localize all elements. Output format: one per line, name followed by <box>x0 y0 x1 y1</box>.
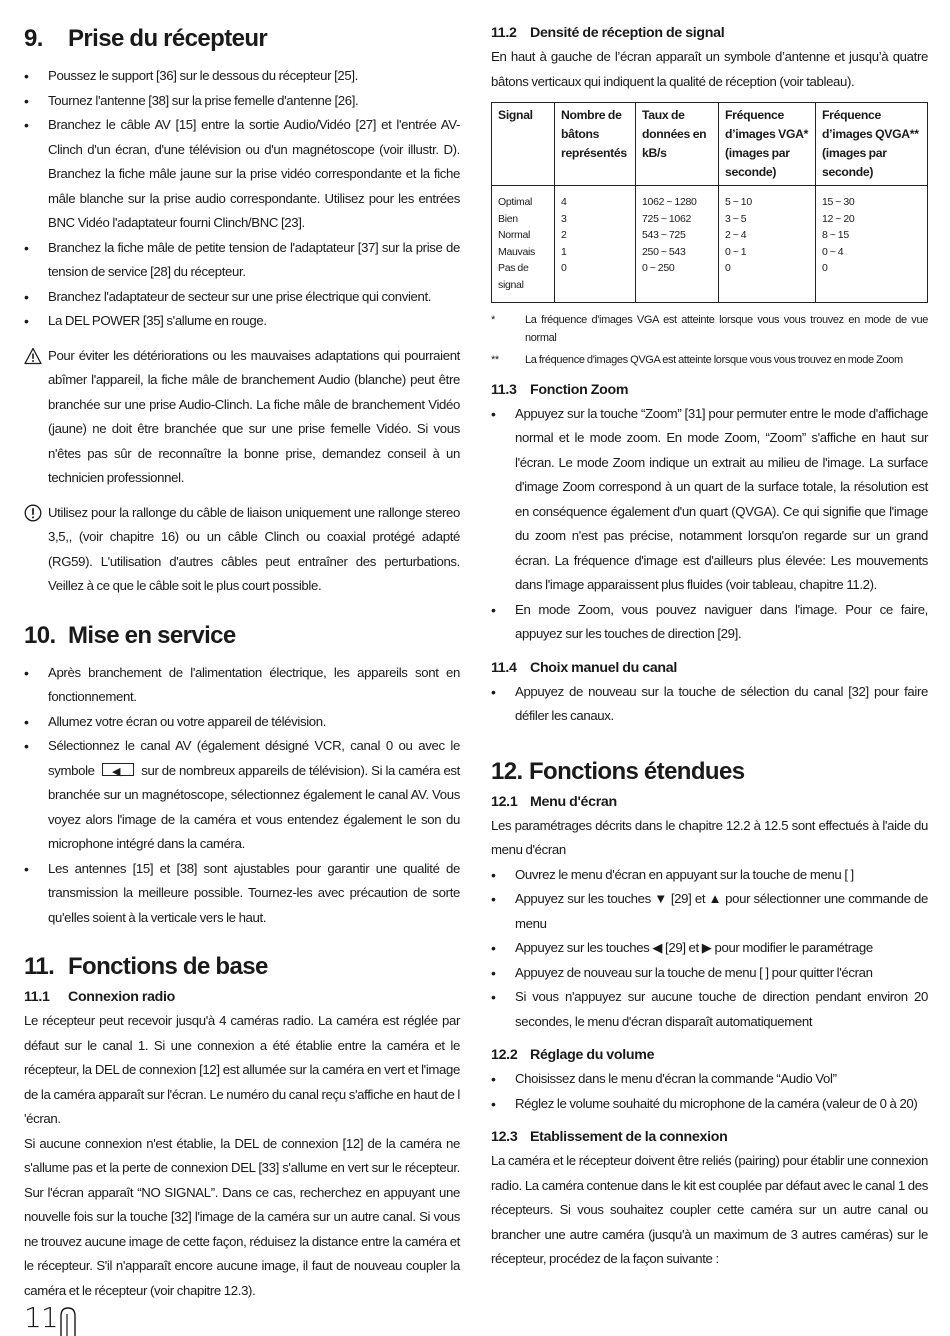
paragraph: Si aucune connexion n'est établie, la DEL de connexion [12] de la caméra ne s'allume pas et la perte de connexion DEL [33] s'allume en vert sur le récepteur. Sur l'écran apparaît “NO SIGNAL”. Dans ce cas, recherchez en appuyant une nouvelle fois sur la touche [32] l'image de la caméra sur un autre canal. Si vous ne trouvez aucune image de cette façon, réduisez la distance entre la caméra et le récepteur. S'il n'apparaît encore aucune image, il faut de nouveau coupler la caméra et le récepteur (voir chapitre 12.3). <box>24 1135 460 1298</box>
subsection-title: Menu d'écran <box>530 793 617 810</box>
cell-value: 1062 ~ 1280 <box>642 196 697 208</box>
cell-value: 0 ~ 4 <box>822 245 844 258</box>
list-item: • Tournez l'antenne [38] sur la prise femelle d'antenne [26]. <box>24 89 460 114</box>
cell-value: 725 ~ 1062 <box>642 212 692 225</box>
section-12-1-list <box>491 863 928 1035</box>
footnote <box>491 311 928 347</box>
section-11-3-list <box>491 402 928 647</box>
list-item: • Ouvrez le menu d'écran en appuyant sur la touche de menu [ ] <box>491 863 928 888</box>
subsection-11-4-heading <box>491 657 928 680</box>
footnote-text: La fréquence d'images QVGA est atteinte lorsque vous vous trouvez en mode Zoom <box>525 353 903 366</box>
section-9-heading <box>24 22 460 56</box>
section-number: 10. <box>24 621 56 649</box>
section-number: 12. <box>491 757 523 785</box>
section-title: Fonctions de base <box>68 953 268 980</box>
cell-value: 0 <box>822 262 828 275</box>
cell-value: 1 <box>561 245 567 258</box>
cell-value: Normal <box>498 229 531 242</box>
table-cell <box>816 186 928 303</box>
list-item: • Appuyez de nouveau sur la touche de sélection du canal [32] pour faire défiler les canaux. <box>491 680 928 729</box>
list-item: • Choisissez dans le menu d'écran la commande “Audio Vol” <box>491 1067 928 1092</box>
subsection-11-2-heading <box>491 22 928 45</box>
subsection-title: Densité de réception de signal <box>530 25 725 41</box>
table-cell <box>719 186 816 303</box>
list-item <box>24 734 460 857</box>
subsection-12-1-heading <box>491 791 928 814</box>
subsection-number: 11.3 <box>491 381 517 398</box>
cell-value: 3 ~ 5 <box>725 212 747 225</box>
list-item: • Réglez le volume souhaité du microphone de la caméra (valeur de 0 à 20) <box>491 1092 928 1117</box>
warning-note <box>24 344 460 491</box>
subsection-title: Fonction Zoom <box>530 381 629 398</box>
subsection-title: Etablissement de la connexion <box>530 1129 728 1146</box>
list-item: • Après branchement de l'alimentation électrique, les appareils sont en fonctionnement. <box>24 661 460 710</box>
column-header: Fréquence d’images VGA* (images par seconde) <box>719 103 816 186</box>
list-item: • Appuyez de nouveau sur la touche de menu [ ] pour quitter l'écran <box>491 961 928 986</box>
warning-triangle-icon <box>24 347 42 365</box>
list-item-text: Sélectionnez le canal AV (également désigné VCR, canal 0 ou avec le symbole <box>48 738 460 778</box>
cell-value: 5 ~ 10 <box>725 196 752 208</box>
footnote-text: La fréquence d'images VGA est atteinte lorsque vous vous trouvez en mode de vue normal <box>525 313 928 344</box>
footnote <box>491 351 928 369</box>
info-text: Utilisez pour la rallonge du câble de liaison uniquement une rallonge stereo 3,5,, (voir chapitre 16) ou un câble Clinch ou coaxial protégé adapté (RG59). L'utilisation d'autres câbles peut entraîner des perturbations. Veillez à ce que le câble soit le plus court possible. <box>48 504 460 593</box>
cell-value: 543 ~ 725 <box>642 229 686 242</box>
list-item: • Appuyez sur la touche “Zoom” [31] pour permuter entre le mode d'affichage normal et le mode zoom. En mode Zoom, “Zoom” s'affiche en haut sur l'écran. Le mode Zoom indique un extrait au milieu de l'image. La surface d'image Zoom correspond à un quart de la surface totale, la résolution est en conséquence également d'un quart (QVGA). Ce qui signifie que l'image du zoom n'est pas précise, notamment lorsqu'on regarde sur un grand écran. La fréquence d'image est d'ailleurs plus élevée: Les mouvements dans l'image apparaissent plus fluides (voir tableau, chapitre 11.2). <box>491 402 928 598</box>
subsection-title: Réglage du volume <box>530 1047 655 1064</box>
footnote-marker: * <box>491 313 495 326</box>
paragraph: Les paramétrages décrits dans le chapitre 12.2 à 12.5 sont effectués à l'aide du menu d'écran <box>491 817 928 858</box>
column-header: Taux de données en kB/s <box>636 103 719 186</box>
column-header: Nombre de bâtons représentés <box>555 103 636 186</box>
cell-value: Optimal <box>498 196 533 208</box>
list-item: • Les antennes [15] et [38] sont ajustables pour garantir une qualité de transmission la meilleure possible. Tournez-les avec précaution de sorte qu'elles soient à la verticale vers le haut. <box>24 857 460 931</box>
subsection-number: 12.1 <box>491 793 518 810</box>
section-11-heading <box>24 950 460 984</box>
section-number: 9. <box>24 25 43 52</box>
cell-value: Bien <box>498 212 518 225</box>
list-item: • Branchez l'adaptateur de secteur sur une prise électrique qui convient. <box>24 285 460 310</box>
right-column <box>491 22 928 1272</box>
list-item: • Appuyez sur les touches ▼ [29] et ▲ pour sélectionner une commande de menu <box>491 887 928 936</box>
section-10-heading <box>24 619 460 653</box>
subsection-number: 12.3 <box>491 1129 518 1146</box>
subsection-number: 11.4 <box>491 659 517 676</box>
table-cell <box>555 186 636 303</box>
cell-value: 0 ~ 250 <box>642 262 675 275</box>
list-item: • La DEL POWER [35] s'allume en rouge. <box>24 309 460 334</box>
list-item: • Si vous n'appuyez sur aucune touche de direction pendant environ 20 secondes, le menu d'écran disparaît automatiquement <box>491 985 928 1034</box>
cell-value: 0 <box>725 262 731 275</box>
cell-value: 8 ~ 15 <box>822 229 849 242</box>
section-11-4-list <box>491 680 928 729</box>
paragraph: En haut à gauche de l’écran apparaît un symbole d’antenne et jusqu’à quatre bâtons verticaux qui indiquent la qualité de réception (voir tableau). <box>491 49 928 89</box>
column-header: Fréquence d’images QVGA** (images par seconde) <box>816 103 928 186</box>
subsection-12-3-heading <box>491 1126 928 1149</box>
page-tab-icon <box>58 1306 78 1336</box>
left-column <box>24 22 460 1303</box>
section-12-2-list <box>491 1067 928 1116</box>
list-item: • Allumez votre écran ou votre appareil de télévision. <box>24 710 460 735</box>
table-cell <box>636 186 719 303</box>
table-row <box>492 186 928 303</box>
cell-value: 2 ~ 4 <box>725 229 747 242</box>
subsection-12-2-heading <box>491 1044 928 1067</box>
warning-text: Pour éviter les détériorations ou les mauvaises adaptations qui pourraient abîmer l'appareil, la fiche mâle de branchement Audio (blanche) peut être branchée sur une prise Audio-Clinch. La fiche mâle de branchement Vidéo (jaune) ne doit être branchée que sur une prise femelle Vidéo. Si vous n'êtes pas sûr de reconnaître la bonne prise, demandez conseil à un technicien professionnel. <box>48 347 460 485</box>
footnote-marker: ** <box>491 353 499 366</box>
list-item-text: sur de nombreux appareils de télévision). Si la caméra est branchée sur un magnétoscope, sélectionnez également le canal AV. Vous voyez alors l'image de la caméra et vous entendez également le son du microphone intégré dans la caméra. <box>48 762 460 851</box>
section-number: 11. <box>24 953 55 980</box>
av-channel-symbol-icon <box>102 763 134 776</box>
subsection-title: Connexion radio <box>68 989 176 1005</box>
cell-value: 0 ~ 1 <box>725 245 747 258</box>
list-item: • Branchez le câble AV [15] entre la sortie Audio/Vidéo [27] et l'entrée AV-Clinch d'un écran, d'une télévision ou d'un magnétoscope (voir illustr. D). Branchez la fiche mâle jaune sur la prise vidéo correspondante et la fiche mâle blanche sur la prise audio correspondante. Utilisez pour les entrées BNC Vidéo l'adaptateur fourni Clinch/BNC [23]. <box>24 113 460 236</box>
paragraph: Le récepteur peut recevoir jusqu'à 4 caméras radio. La caméra est réglée par défaut sur le canal 1. Si une connexion a été établie entre la caméra et le récepteur, la DEL de connexion [12] est allumée sur la caméra en vert et l'image de la caméra apparaît sur l'écran. Le numéro du canal reçu s'affiche en haut de l 'écran. <box>24 1013 460 1126</box>
list-item: • Appuyez sur les touches ◀ [29] et ▶ pour modifier le paramétrage <box>491 936 928 961</box>
section-10-list <box>24 661 460 931</box>
section-title: Prise du récepteur <box>68 25 268 52</box>
signal-quality-table <box>491 102 928 303</box>
subsection-11-1-heading <box>24 986 460 1009</box>
cell-value: 3 <box>561 212 567 225</box>
subsection-title: Choix manuel du canal <box>530 659 678 676</box>
list-item: • Poussez le support [36] sur le dessous du récepteur [25]. <box>24 64 460 89</box>
section-9-list <box>24 64 460 334</box>
list-item: • En mode Zoom, vous pouvez naviguer dans l'image. Pour ce faire, appuyez sur les touches de direction [29]. <box>491 598 928 647</box>
subsection-11-3-heading <box>491 379 928 402</box>
cell-value: Pas de signal <box>498 262 529 291</box>
column-header: Signal <box>492 103 555 186</box>
table-cell <box>492 186 555 303</box>
section-title: Fonctions étendues <box>529 757 745 785</box>
list-item: • Branchez la fiche mâle de petite tension de l'adaptateur [37] sur la prise de tension de service [28] du récepteur. <box>24 236 460 285</box>
cell-value: 250 ~ 543 <box>642 245 686 258</box>
info-note <box>24 501 460 599</box>
cell-value: 15 ~ 30 <box>822 196 855 208</box>
exclamation-circle-icon <box>24 504 42 522</box>
cell-value: Mauvais <box>498 245 535 258</box>
subsection-number: 11.2 <box>491 25 517 41</box>
subsection-number: 12.2 <box>491 1047 518 1064</box>
section-12-heading <box>491 755 928 789</box>
paragraph: La caméra et le récepteur doivent être reliés (pairing) pour établir une connexion radio. La caméra contenue dans le kit est couplée par défaut avec le canal 1 des récepteurs. Si vous souhaitez coupler cette caméra sur un autre canal ou brancher une autre caméra (jusqu'à un maximum de 3 autres caméras) sur le récepteur, procédez de la façon suivante : <box>491 1153 928 1267</box>
cell-value: 0 <box>561 262 567 275</box>
cell-value: 4 <box>561 196 567 208</box>
page-number: 11 <box>24 1301 58 1334</box>
table-header-row <box>492 103 928 186</box>
cell-value: 2 <box>561 229 567 242</box>
subsection-number: 11.1 <box>24 989 50 1005</box>
cell-value: 12 ~ 20 <box>822 212 855 225</box>
section-title: Mise en service <box>68 621 236 649</box>
